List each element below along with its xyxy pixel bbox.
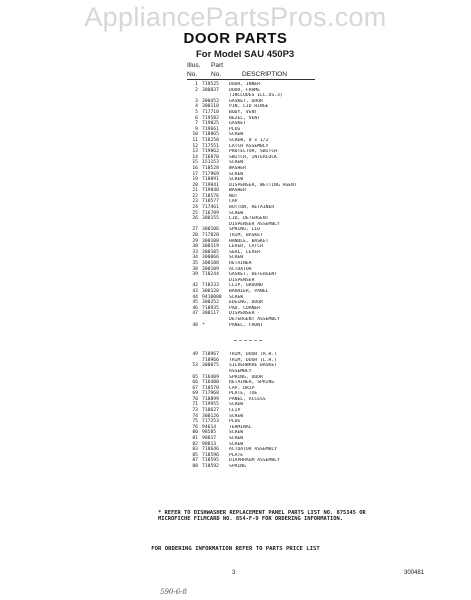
part-description: PLATE (229, 452, 244, 458)
page-title: DOOR PARTS (183, 30, 288, 47)
part-number: 719025 (202, 121, 219, 127)
part-description: SCREW, 8 x 1/2 (229, 137, 269, 143)
part-number: 719862 (202, 149, 219, 155)
part-number: 718528 (202, 165, 219, 171)
part-description: RETAINER (229, 261, 252, 266)
page-number: 3 (232, 570, 236, 576)
part-description: SCREW (229, 413, 244, 419)
part-description: CAP, DRIP (229, 385, 255, 391)
part-description: DISPENSER, WETTING AGENT (229, 182, 297, 188)
illus-no: 88 (192, 464, 198, 469)
part-number: 98817 (202, 436, 217, 442)
model-subtitle: For Model SAU 450P3 (196, 49, 295, 60)
part-description: (INCLUDES ILL.US.3) (229, 93, 283, 99)
part-number: 98813 (202, 441, 217, 447)
part-number: 717461 (202, 205, 219, 211)
illus-no: 53 (192, 363, 198, 369)
handwritten-note: 590-6-8 (160, 588, 187, 596)
part-number: 300075 (202, 363, 219, 369)
illus-no: 70 (192, 396, 198, 402)
illus-no: 85 (192, 452, 198, 458)
part-description: PANEL, FRONT (229, 322, 263, 328)
part-number: 300452 (202, 98, 219, 104)
part-number: 300119 (202, 244, 219, 250)
part-number: 718595 (202, 458, 219, 464)
section-gap (182, 328, 352, 352)
part-description: TRIM, DOOR (R.H.) (229, 352, 277, 358)
part-description: LEVER, CATCH (229, 244, 263, 250)
header-part-no: No. (211, 71, 222, 78)
illus-no: 38 (192, 266, 198, 272)
illus-no: 76 (192, 424, 198, 430)
part-number: 718966 (202, 357, 219, 363)
part-description: CAP (229, 199, 238, 205)
part-number: 716409 (202, 374, 219, 380)
part-number: 718592 (202, 464, 219, 469)
illus-no: 44 (192, 294, 198, 300)
illus-no: 42 (192, 283, 198, 289)
part-description: SILVERWARE BASKET (229, 363, 277, 369)
part-description: SCREW (229, 171, 244, 177)
illus-no: 19 (192, 177, 198, 183)
part-description: SCREW (229, 160, 244, 166)
part-number: 300108 (202, 238, 219, 244)
part-description: DISPENSER ASSEMBLY (229, 221, 280, 227)
part-number: 718627 (202, 408, 219, 414)
illus-no: 65 (192, 374, 198, 380)
part-description: TERMINAL (229, 424, 252, 430)
header-description: DESCRIPTION (242, 71, 288, 78)
part-row (182, 464, 352, 470)
illus-no: 16 (192, 165, 198, 171)
part-description: ASSEMBLY (229, 368, 252, 374)
illus-no: 17 (192, 171, 198, 177)
illus-no: 48 (192, 322, 198, 328)
part-description: PLUG (229, 419, 241, 425)
part-number: 717253 (202, 419, 219, 425)
illus-no: 9 (195, 126, 198, 132)
illus-no: 23 (192, 199, 198, 205)
part-number: 719525 (202, 82, 219, 87)
part-number: 718865 (202, 132, 219, 138)
part-number: 300108 (202, 261, 219, 266)
part-description: PROTECTOR, SWITCH (229, 149, 277, 155)
illus-no: 27 (192, 227, 198, 233)
illus-no: 22 (192, 193, 198, 199)
part-number: 717969 (202, 171, 219, 177)
document-code: 300481 (404, 570, 425, 576)
part-number: 300066 (202, 255, 219, 261)
part-number: 718250 (202, 137, 219, 143)
illus-no: 80 (192, 430, 198, 436)
part-number: 716789 (202, 210, 219, 216)
part-description: SEAL, LEVER (229, 249, 261, 255)
header-part: Part (211, 62, 224, 69)
part-number: 9410008 (202, 294, 222, 300)
illus-no: 71 (192, 402, 198, 408)
part-description: ACTUATOR (229, 266, 252, 272)
parts-list-section-a (182, 82, 352, 328)
illus-no: 67 (192, 385, 198, 391)
part-description: GASKET, DETERGENT (229, 272, 277, 278)
part-number: 94614 (202, 424, 217, 430)
part-description: GASKET, DOOR (229, 98, 263, 104)
part-description: BUTTON, RETAINER (229, 205, 275, 211)
illus-no: 73 (192, 408, 198, 414)
illus-no: 11 (192, 137, 198, 143)
illus-no: 30 (192, 244, 198, 250)
illus-no: 45 (192, 300, 198, 306)
illus-no: 3 (195, 98, 198, 104)
part-description: TRIM, DOOR (L.H.) (229, 357, 277, 363)
illus-no: 46 (192, 305, 198, 311)
part-number: 300120 (202, 288, 219, 294)
replacement-panel-note: * REFER TO DISHWASHER REPLACEMENT PANEL PARTS LIST NO. 875345 OR MICROFICHE FILMCARD NO. 854-F-9 FOR ORDERING INFORMATION. (158, 510, 366, 523)
illus-no: 2 (195, 87, 198, 93)
illus-no: 5 (195, 109, 198, 115)
illus-no: 49 (192, 352, 198, 358)
illus-no: 43 (192, 288, 198, 294)
part-description: DOOR, INNER (229, 82, 261, 87)
part-description: SCREW (229, 132, 244, 138)
part-description: PLUG (229, 126, 241, 132)
part-description: SWITCH, INTERLOCK (229, 154, 277, 160)
part-description: WASHER (229, 188, 246, 194)
illus-no: 33 (192, 249, 198, 255)
illus-no: 26 (192, 216, 198, 222)
part-description: BEZEL, VENT (229, 115, 261, 121)
parts-list-section-b (182, 352, 352, 469)
part-description: PAD, CORNER (229, 305, 261, 311)
part-number: 716870 (202, 154, 219, 160)
part-description: PANEL, ACCESS (229, 396, 266, 402)
part-number: 718891 (202, 177, 219, 183)
part-number: 300155 (202, 216, 219, 222)
watermark: AppliancePartsPros.com (84, 2, 387, 32)
part-number: 718935 (202, 305, 219, 311)
part-description: BARRIER, PANEL (229, 288, 269, 294)
illus-no: 39 (192, 272, 198, 278)
illus-no: 21 (192, 188, 198, 194)
part-number: 719841 (202, 182, 219, 188)
illus-no: 47 (192, 311, 198, 317)
part-description: PIN, LID HINGE (229, 104, 269, 110)
part-description: RETAINER, SPRING (229, 380, 275, 386)
illus-no: 75 (192, 419, 198, 425)
part-description: NUT (229, 193, 238, 199)
part-number: 718596 (202, 452, 219, 458)
part-number: 151153 (202, 160, 219, 166)
part-description: CLIP, GROUND (229, 283, 263, 289)
header-illus-no: No. (187, 71, 198, 78)
part-number: 718244 (202, 272, 219, 278)
part-description: SCREW (229, 177, 244, 183)
part-number: 717828 (202, 233, 219, 239)
part-number: 718233 (202, 283, 219, 289)
part-number: 300126 (202, 413, 219, 419)
illus-no: 81 (192, 436, 198, 442)
part-description: PLATE, TOE (229, 391, 258, 397)
illus-no: 20 (192, 182, 198, 188)
part-number: 300105 (202, 249, 219, 255)
part-number: 718577 (202, 199, 219, 205)
illus-no: 7 (195, 121, 198, 127)
part-description: SPRING, LID (229, 227, 261, 233)
part-number: 718576 (202, 193, 219, 199)
ordering-info-line: FOR ORDERING INFORMATION REFER TO PARTS PRICE LIST (151, 546, 320, 552)
part-description: ACTUATOR ASSEMBLY (229, 447, 277, 453)
part-number: 300117 (202, 311, 219, 317)
part-description: WASHER (229, 165, 246, 171)
part-number: 717718 (202, 109, 219, 115)
illus-no: 35 (192, 261, 198, 266)
part-description: EDGING, DOOR (229, 300, 263, 306)
part-description: DETERGENT ASSEMBLY (229, 316, 280, 322)
illus-no: 28 (192, 233, 198, 239)
part-description: DOOR, FRAME (229, 87, 261, 93)
illus-no: 12 (192, 143, 198, 149)
part-description: SCREW (229, 402, 244, 408)
part-number: 300118 (202, 104, 219, 110)
part-number: 98585 (202, 430, 217, 436)
part-description: CLIP (229, 408, 241, 414)
part-description: GASKET (229, 121, 246, 127)
part-description: SCREW (229, 255, 244, 261)
illus-no: 1 (195, 82, 198, 87)
part-number: 300106 (202, 227, 219, 233)
part-description: DISPENSER - (229, 311, 261, 317)
illus-no: 13 (192, 149, 198, 155)
part-description: LID, DETERGENT (229, 216, 269, 222)
illus-no: 15 (192, 160, 198, 166)
part-number: 719840 (202, 188, 219, 194)
part-description: DIAPHRAGM ASSEMBLY (229, 458, 280, 464)
illus-no: 34 (192, 255, 198, 261)
parts-list (182, 82, 352, 470)
illus-no: 66 (192, 380, 198, 386)
part-number: 716400 (202, 380, 219, 386)
part-number: 718578 (202, 385, 219, 391)
part-description: SPRING (229, 464, 246, 469)
part-number: 300109 (202, 266, 219, 272)
part-description: SCREW (229, 294, 244, 300)
illus-no: 6 (195, 115, 198, 121)
illus-no: 69 (192, 391, 198, 397)
illus-no: 10 (192, 132, 198, 138)
part-number: 719582 (202, 115, 219, 121)
part-number: 719661 (202, 126, 219, 132)
part-number: 719955 (202, 402, 219, 408)
part-description: SPRING, DOOR (229, 374, 263, 380)
part-number: 717551 (202, 143, 219, 149)
illus-no: 82 (192, 441, 198, 447)
header-illus: Illus. (187, 62, 201, 69)
part-description: DISPENSER (229, 277, 255, 283)
illus-no: 24 (192, 205, 198, 211)
illus-no: 83 (192, 447, 198, 453)
illus-no: 14 (192, 154, 198, 160)
part-number: 300837 (202, 87, 219, 93)
part-number: 718967 (202, 352, 219, 358)
part-number: 718646 (202, 447, 219, 453)
part-description: SCREW (229, 441, 244, 447)
part-description: HANDLE, BASKET (229, 238, 269, 244)
part-description: SCREW (229, 210, 244, 216)
illus-no: 4 (195, 104, 198, 110)
part-number: 717968 (202, 391, 219, 397)
part-number: 718899 (202, 396, 219, 402)
gap-dash (234, 340, 262, 341)
part-description: TRIM, BASKET (229, 233, 263, 239)
part-description: SCREW (229, 430, 244, 436)
illus-no: 29 (192, 238, 198, 244)
part-description: LATCH ASSEMBLY (229, 143, 269, 149)
illus-no: 25 (192, 210, 198, 216)
part-number: * (202, 322, 205, 328)
illus-no: 74 (192, 413, 198, 419)
part-description: BODY, VENT (229, 109, 258, 115)
header-rule (187, 79, 315, 80)
illus-no: 87 (192, 458, 198, 464)
part-number: 300252 (202, 300, 219, 306)
part-description: SCREW (229, 436, 244, 442)
